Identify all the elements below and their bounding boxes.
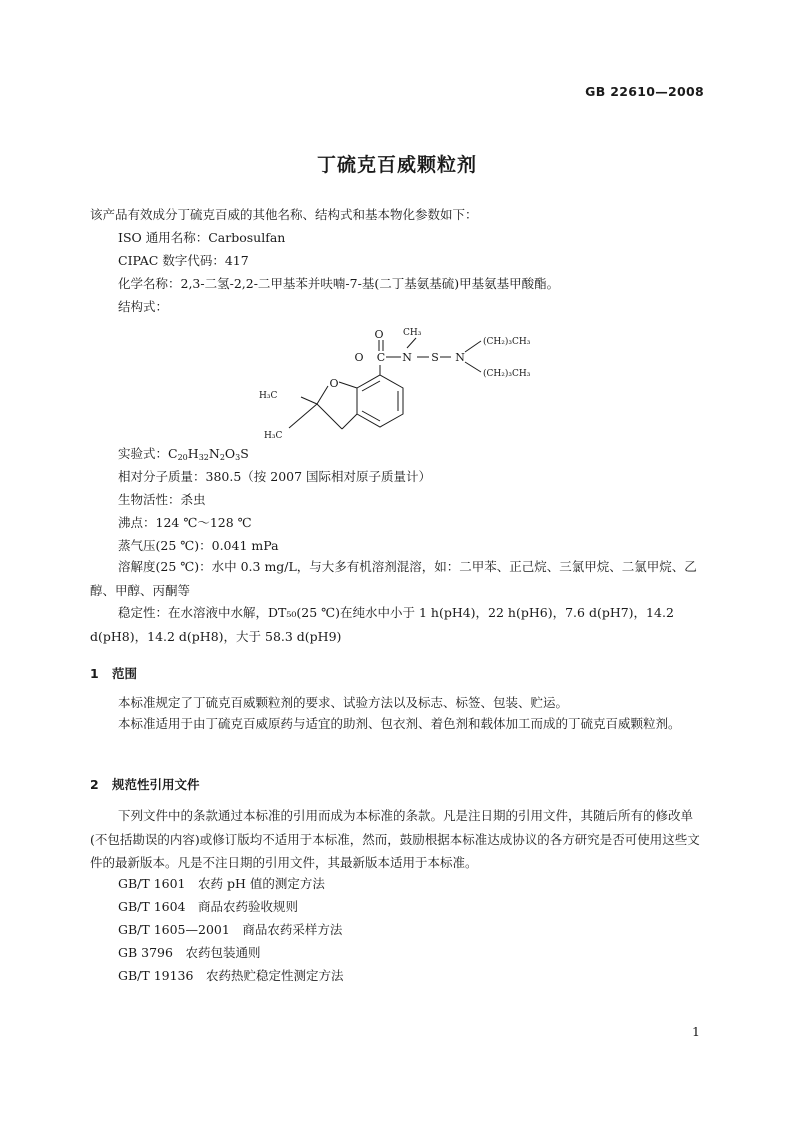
intro-text: 该产品有效成分丁硫克百威的其他名称、结构式和基本物化参数如下： [90,207,478,222]
carbonyl-oxygen: O [374,328,384,341]
section-2-paragraph: 下列文件中的条款通过本标准的引用而成为本标准的条款。凡是注日期的引用文件，其随后所有的修改单(不包括勘误的内容)或修订版均不适用于本标准，然而，鼓励根据本标准达成协议的各方研究是否可使用这些文件的最新版本。凡是不注日期的引用文件，其最新版本适用于本标准。 [90,808,700,870]
chemical-name: 化学名称：2,3-二氢-2,2-二甲基苯并呋喃-7-基(二丁基氨基硫)甲基氨基甲酸酯。 [118,276,560,291]
document-title: 丁硫克百威颗粒剂 [316,154,477,176]
butyl-group-bottom: (CH₂)₃CH₃ [483,369,531,379]
section-2-heading: 2 规范性引用文件 [90,777,200,792]
reference-item: GB/T 1601 农药 pH 值的测定方法 [118,876,325,891]
amine-nitrogen: N [455,351,465,364]
solubility: 溶解度(25 ℃)：水中 0.3 mg/L，与大多有机溶剂混溶，如：二甲苯、正己烷、三氯甲烷、二氯甲烷、乙醇、甲醇、丙酮等 [90,559,697,598]
reference-item: GB/T 1605—2001 商品农药采样方法 [118,922,343,937]
page-number: 1 [692,1024,700,1039]
ring-oxygen: O [329,377,339,390]
reference-item: GB/T 1604 商品农药验收规则 [118,899,299,914]
butyl-group-top: (CH₂)₃CH₃ [483,337,531,347]
standard-code: GB 22610—2008 [585,84,704,99]
empirical-formula: 实验式：$C_{20}H_{32}N_2O_3S$ [118,446,249,462]
cipac-code: CIPAC 数字代码：417 [118,253,249,268]
section-1-heading: 1 范围 [90,666,138,681]
sulfur-atom: S [431,351,439,364]
section-1-paragraph-1: 本标准规定了丁硫克百威颗粒剂的要求、试验方法以及标志、标签、包装、贮运。 [118,695,569,710]
ester-oxygen: O [354,351,364,364]
structural-formula [255,320,555,445]
carbonyl-carbon: C [376,351,386,364]
methyl-group-lower: H₃C [264,431,283,441]
methyl-group-upper: H₃C [259,391,278,401]
section-1-paragraph-2: 本标准适用于由丁硫克百威原药与适宜的助剂、包衣剂、着色剂和载体加工而成的丁硫克百威颗粒剂。 [118,716,681,731]
amide-nitrogen: N [402,351,412,364]
boiling-point: 沸点：124 ℃～128 ℃ [118,515,252,530]
vapor-pressure: 蒸气压(25 ℃)：0.041 mPa [118,538,279,553]
iso-name: ISO 通用名称：Carbosulfan [118,230,286,245]
reference-item: GB 3796 农药包装通则 [118,945,261,960]
reference-item: GB/T 19136 农药热贮稳定性测定方法 [118,968,344,983]
stability: 稳定性：在水溶液中水解，DT₅₀(25 ℃)在纯水中小于 1 h(pH4)，22 h(pH6)，7.6 d(pH7)，14.2 d(pH8)，14.2 d(pH8)，大于 58.3 d(pH9) [90,605,674,644]
bioactivity: 生物活性：杀虫 [118,492,206,507]
n-methyl-group: CH₃ [403,328,422,338]
structure-label: 结构式： [118,299,169,314]
molecular-weight: 相对分子质量：380.5（按 2007 国际相对原子质量计） [118,469,432,484]
